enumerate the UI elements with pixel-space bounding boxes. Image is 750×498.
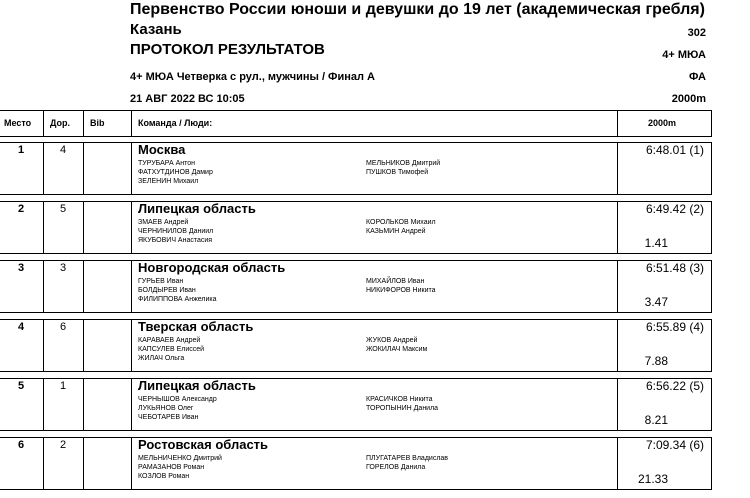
finish-time: 7:09.34 (6) xyxy=(645,438,704,452)
lane: 4 xyxy=(59,144,67,156)
col-place: Место xyxy=(4,118,32,128)
header-top-rule xyxy=(0,110,712,111)
divider xyxy=(131,437,132,489)
row-frame xyxy=(0,378,712,431)
lane: 5 xyxy=(59,203,67,215)
divider xyxy=(617,319,618,371)
time-behind: 7.88 xyxy=(644,354,668,368)
divider xyxy=(83,142,84,194)
rower-name: ЗМАЕВ Андрей xyxy=(138,219,189,226)
row-frame xyxy=(0,437,712,490)
rower-name: ТОРОПЫНИН Данила xyxy=(366,405,439,412)
table-row xyxy=(0,437,712,489)
rower-name: ЧЕРНЫШОВ Александр xyxy=(138,396,217,403)
city: Казань xyxy=(130,21,182,38)
rower-name: КАЗЬМИН Андрей xyxy=(366,228,426,235)
finish-time: 6:56.22 (5) xyxy=(645,379,704,393)
divider xyxy=(617,378,618,430)
rower-name: ТУРУБАРА Антон xyxy=(138,160,196,167)
divider xyxy=(83,260,84,312)
team-name: Тверская область xyxy=(138,319,254,334)
rower-name: КРАСИЧКОВ Никита xyxy=(366,396,433,403)
rower-name: ЗЕЛЕНИН Михаил xyxy=(138,178,199,185)
finish-time: 6:48.01 (1) xyxy=(645,143,704,157)
divider xyxy=(711,110,712,136)
rower-name: ГУРЬЕВ Иван xyxy=(138,278,184,285)
rower-name: МЕЛЬНИКОВ Дмитрий xyxy=(366,160,441,167)
row-frame xyxy=(0,260,712,313)
table-row xyxy=(0,260,712,312)
divider xyxy=(617,201,618,253)
team-name: Липецкая область xyxy=(138,201,256,216)
row-frame xyxy=(0,142,712,195)
rower-name: ЖУКОВ Андрей xyxy=(366,337,418,344)
rower-name: ПУШКОВ Тимофей xyxy=(366,169,429,176)
divider xyxy=(131,201,132,253)
divider xyxy=(131,319,132,371)
divider xyxy=(83,319,84,371)
divider xyxy=(43,110,44,136)
lane: 6 xyxy=(59,321,67,333)
table-row xyxy=(0,201,712,253)
place: 5 xyxy=(17,380,25,392)
rower-name: КОРОЛЬКОВ Михаил xyxy=(366,219,436,226)
row-frame xyxy=(0,201,712,254)
header-bottom-rule xyxy=(0,136,712,137)
rower-name: ЧЕБОТАРЕВ Иван xyxy=(138,414,199,421)
rower-name: ЯКУБОВИЧ Анастасия xyxy=(138,237,213,244)
rower-name: МИХАЙЛОВ Иван xyxy=(366,278,425,285)
team-name: Ростовская область xyxy=(138,437,269,452)
lane: 1 xyxy=(59,380,67,392)
finish-time: 6:51.48 (3) xyxy=(645,261,704,275)
divider xyxy=(617,260,618,312)
rower-name: ФИЛИППОВА Анжелика xyxy=(138,296,217,303)
divider xyxy=(617,437,618,489)
phase-code: ФА xyxy=(688,71,706,83)
divider xyxy=(131,260,132,312)
table-row xyxy=(0,142,712,194)
place: 3 xyxy=(17,262,25,274)
rower-name: РАМАЗАНОВ Роман xyxy=(138,464,205,471)
team-name: Липецкая область xyxy=(138,378,256,393)
divider xyxy=(617,110,618,136)
page-title: Первенство России юноши и девушки до 19 лет (академическая гребля) xyxy=(130,1,705,18)
rower-name: КОЗЛОВ Роман xyxy=(138,473,190,480)
rower-name: ГОРЕЛОВ Данила xyxy=(366,464,426,471)
table-row xyxy=(0,378,712,430)
row-frame xyxy=(0,319,712,372)
divider xyxy=(83,437,84,489)
protocol-heading: ПРОТОКОЛ РЕЗУЛЬТАТОВ xyxy=(130,41,325,58)
finish-time: 6:49.42 (2) xyxy=(645,202,704,216)
table-row xyxy=(0,319,712,371)
divider xyxy=(131,378,132,430)
divider xyxy=(83,201,84,253)
rower-name: КАРАВАЕВ Андрей xyxy=(138,337,201,344)
rower-name: КАПСУЛЕВ Елиссей xyxy=(138,346,205,353)
divider xyxy=(131,142,132,194)
place: 4 xyxy=(17,321,25,333)
rower-name: ПЛУГАТАРЕВ Владислав xyxy=(366,455,449,462)
rower-name: НИКИФОРОВ Никита xyxy=(366,287,436,294)
rower-name: ЖИЛАЧ Ольга xyxy=(138,355,185,362)
col-crew: Команда / Люди: xyxy=(138,118,213,128)
boat-code: 4+ МЮА xyxy=(662,49,706,61)
time-behind: 1.41 xyxy=(644,236,668,250)
place: 1 xyxy=(17,144,25,156)
divider xyxy=(617,142,618,194)
divider xyxy=(83,110,84,136)
divider xyxy=(83,378,84,430)
place: 2 xyxy=(17,203,25,215)
col-lane: Дор. xyxy=(50,118,71,128)
rower-name: ЛУКЬЯНОВ Олег xyxy=(138,405,194,412)
lane: 2 xyxy=(59,439,67,451)
rower-name: ЧЕРНИНИЛОВ Даниил xyxy=(138,228,214,235)
col-split: 2000m xyxy=(648,118,677,128)
team-name: Москва xyxy=(138,142,186,157)
time-behind: 3.47 xyxy=(644,295,668,309)
rower-name: ФАТХУТДИНОВ Дамир xyxy=(138,169,213,176)
divider xyxy=(131,110,132,136)
lane: 3 xyxy=(59,262,67,274)
race-distance: 2000m xyxy=(671,93,706,105)
rower-name: БОЛДЫРЕВ Иван xyxy=(138,287,196,294)
time-behind: 21.33 xyxy=(637,472,668,486)
rower-name: ЖОКИЛАЧ Максим xyxy=(366,346,428,353)
finish-time: 6:55.89 (4) xyxy=(645,320,704,334)
rower-name: МЕЛЬНИЧЕНКО Дмитрий xyxy=(138,455,222,462)
col-bib: Bib xyxy=(90,118,105,128)
place: 6 xyxy=(17,439,25,451)
event-name: 4+ МЮА Четверка с рул., мужчины / Финал А xyxy=(130,71,375,83)
race-date: 21 АВГ 2022 ВС 10:05 xyxy=(130,93,245,105)
time-behind: 8.21 xyxy=(644,413,668,427)
race-number: 302 xyxy=(687,27,706,39)
team-name: Новгородская область xyxy=(138,260,286,275)
